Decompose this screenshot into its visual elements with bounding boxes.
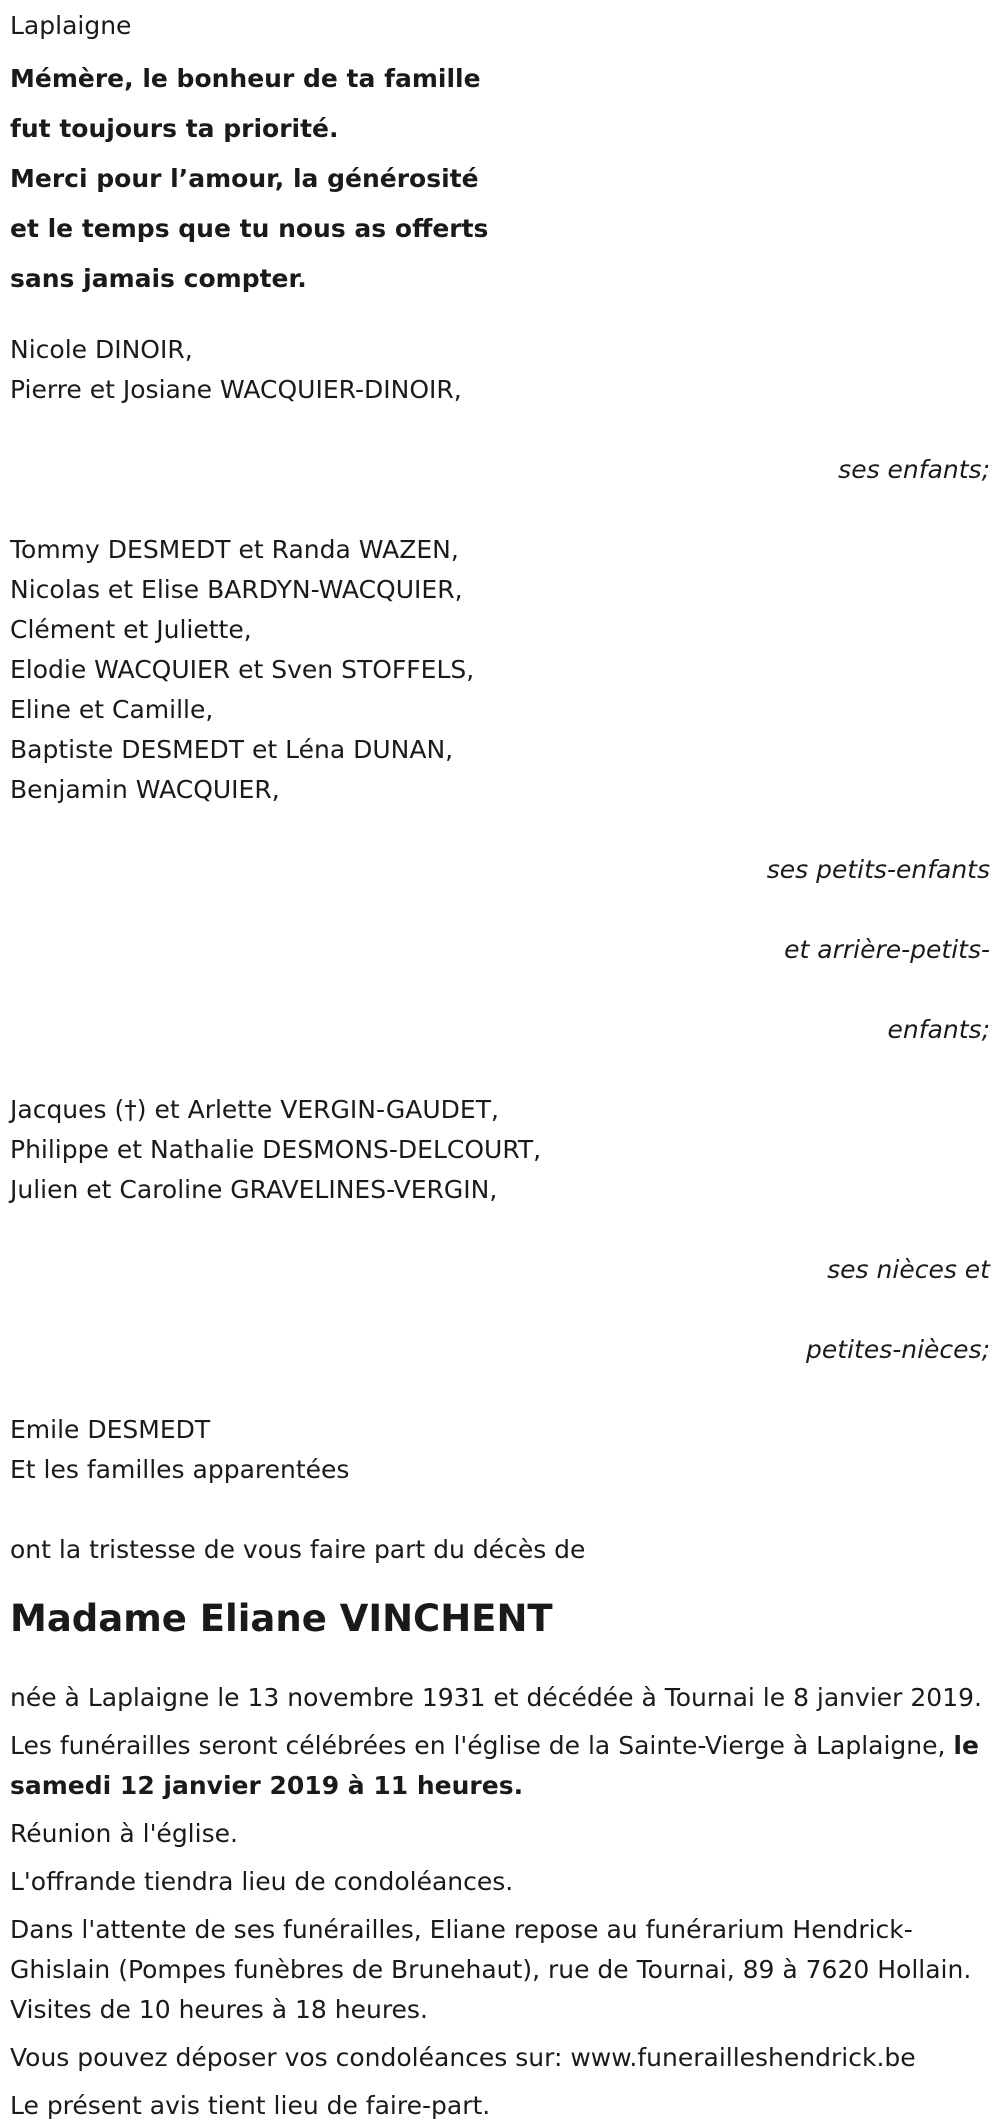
relation-line: ses enfants;: [838, 455, 990, 484]
family-name: Et les familles apparentées: [10, 1455, 350, 1484]
family-name: Tommy DESMEDT et Randa WAZEN,: [10, 535, 459, 564]
family-name: Benjamin WACQUIER,: [10, 775, 280, 804]
family-name: Eline et Camille,: [10, 695, 214, 724]
meeting-text: Réunion à l'église.: [10, 1819, 238, 1848]
family-name: Baptiste DESMEDT et Léna DUNAN,: [10, 735, 454, 764]
nieces-group: [10, 1090, 1000, 1410]
others-group: [10, 1410, 1000, 1490]
place-name: Laplaigne: [10, 11, 132, 40]
quote-line: Mémère, le bonheur de ta famille: [10, 64, 481, 93]
tribute-quote: [10, 54, 1000, 304]
relation-line: petites-nièces;: [806, 1335, 990, 1364]
family-name: Emile DESMEDT: [10, 1415, 211, 1444]
relation-label: [10, 810, 990, 1090]
funeral-text: [10, 1726, 990, 1806]
family-name: Nicolas et Elise BARDYN-WACQUIER,: [10, 575, 463, 604]
relation-label: [10, 1210, 990, 1410]
children-group: [10, 330, 1000, 530]
family-name: Julien et Caroline GRAVELINES-VERGIN,: [10, 1175, 498, 1204]
rest-text: Dans l'attente de ses funérailles, Eliane repose au funérarium Hendrick-Ghislain (Pompes funèbres de Brunehaut), rue de Tournai, 89 à 7620 Hollain. Visites de 10 heures à 18 heures.: [10, 1915, 972, 2024]
family-name: Clément et Juliette,: [10, 615, 252, 644]
deceased-name: Madame Eliane VINCHENT: [10, 1597, 553, 1640]
family-name: Elodie WACQUIER et Sven STOFFELS,: [10, 655, 475, 684]
relation-line: et arrière-petits-: [784, 935, 990, 964]
notice-text: Le présent avis tient lieu de faire-part.: [10, 2091, 491, 2120]
family-name: Pierre et Josiane WACQUIER-DINOIR,: [10, 375, 462, 404]
quote-line: et le temps que tu nous as offerts: [10, 214, 489, 243]
relation-line: ses nièces et: [827, 1255, 990, 1284]
quote-line: Merci pour l’amour, la générosité: [10, 164, 479, 193]
family-name: Nicole DINOIR,: [10, 335, 193, 364]
relation-label: [10, 410, 990, 530]
funeral-date: le samedi 12 janvier 2019 à 11 heures.: [10, 1731, 979, 1800]
condolences-text: Vous pouvez déposer vos condoléances sur: www.funerailleshendrick.be: [10, 2043, 916, 2072]
quote-line: sans jamais compter.: [10, 264, 307, 293]
announcement-text: ont la tristesse de vous faire part du décès de: [10, 1535, 586, 1564]
relation-line: enfants;: [887, 1015, 990, 1044]
funeral-place: Les funérailles seront célébrées en l'église de la Sainte-Vierge à Laplaigne,: [10, 1731, 954, 1760]
grandchildren-group: [10, 530, 1000, 1090]
family-name: Jacques (†) et Arlette VERGIN-GAUDET,: [10, 1095, 499, 1124]
relation-line: ses petits-enfants: [766, 855, 990, 884]
family-name: Philippe et Nathalie DESMONS-DELCOURT,: [10, 1135, 542, 1164]
birth-death-text: née à Laplaigne le 13 novembre 1931 et décédée à Tournai le 8 janvier 2019.: [10, 1683, 982, 1712]
quote-line: fut toujours ta priorité.: [10, 114, 339, 143]
offering-text: L'offrande tiendra lieu de condoléances.: [10, 1867, 514, 1896]
